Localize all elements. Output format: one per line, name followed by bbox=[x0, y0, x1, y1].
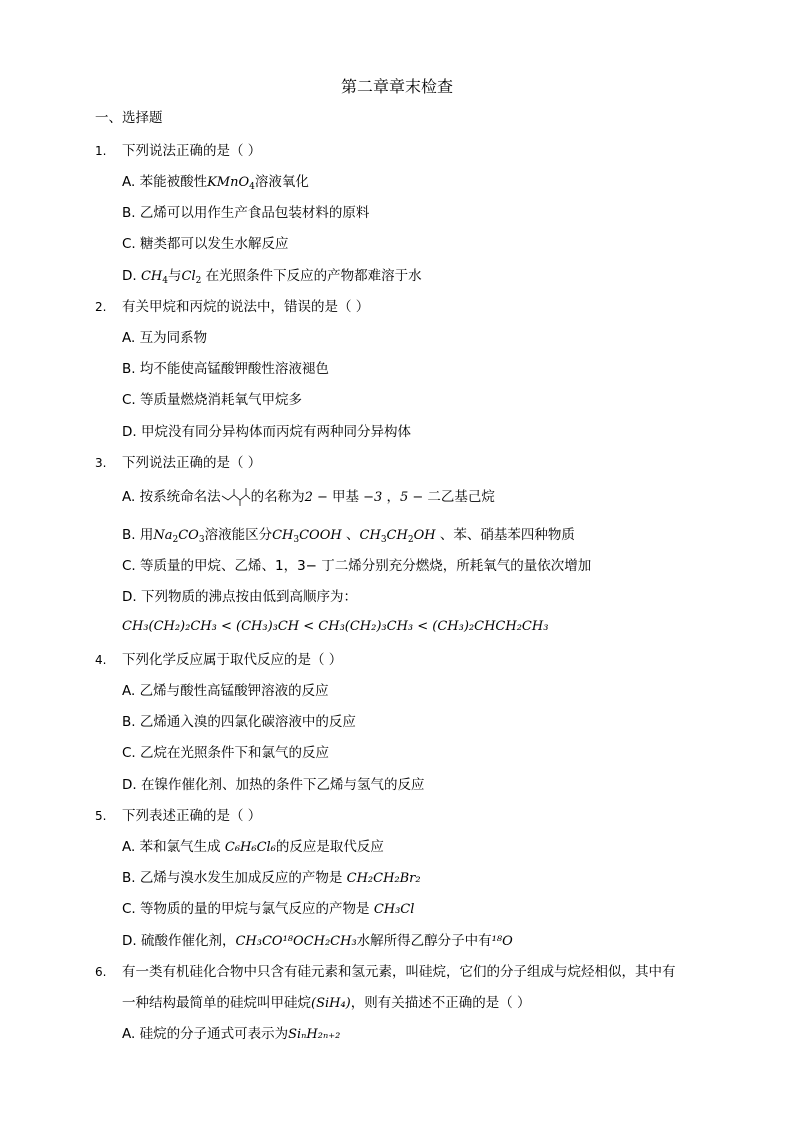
option-d: D. 硫酸作催化剂，CH₃CO¹⁸OCH₂CH₃水解所得乙醇分子中有¹⁸O bbox=[122, 933, 513, 949]
skeletal-structure-image bbox=[221, 486, 251, 508]
option-text: 溶液氧化 bbox=[254, 174, 309, 190]
formula: KMnO$_4$ bbox=[207, 175, 255, 192]
page-title: 第二章章末检查 bbox=[340, 77, 453, 96]
option-a: A. 硅烷的分子通式可表示为SiₙH₂ₙ₊₂ bbox=[122, 1026, 341, 1042]
formula: CH₃Cl bbox=[373, 902, 415, 917]
question-stem-line-1: 有一类有机硅化合物中只含有硅元素和氢元素，叫硅烷，它们的分子组成与烷烃相似，其中有 bbox=[122, 964, 676, 980]
formula: CH₃CO¹⁸OCH₂CH₃ bbox=[235, 934, 357, 949]
formula: ¹⁸O bbox=[491, 934, 513, 949]
option-b: B. 均不能使高锰酸钾酸性溶液褪色 bbox=[122, 361, 329, 377]
question-number: 4. bbox=[95, 653, 107, 667]
formula: $CH_3COOH$ bbox=[272, 528, 342, 545]
formula: (SiH₄) bbox=[311, 996, 351, 1011]
option-c: C. 等质量的甲烷、乙烯、1，3− 丁二烯分别充分燃烧，所耗氧气的量依次增加 bbox=[122, 558, 592, 574]
question-number: 3. bbox=[95, 456, 107, 470]
question-stem: 下列说法正确的是（ ） bbox=[122, 455, 262, 471]
question-stem: 下列说法正确的是（ ） bbox=[122, 143, 262, 159]
question-number: 2. bbox=[95, 300, 107, 314]
formula: CH₂CH₂Br₂ bbox=[346, 871, 421, 886]
question-stem: 下列化学反应属于取代反应的是（ ） bbox=[122, 652, 343, 668]
option-a: A. 乙烯与酸性高锰酸钾溶液的反应 bbox=[122, 683, 329, 699]
question-stem-line-2: 一种结构最简单的硅烷叫甲硅烷(SiH₄)，则有关描述不正确的是（ ） bbox=[122, 995, 531, 1011]
option-a bbox=[122, 172, 309, 197]
section-heading: 一、选择题 bbox=[95, 110, 163, 126]
question-stem: 下列表述正确的是（ ） bbox=[122, 808, 262, 824]
option-b: B. 乙烯通入溴的四氯化碳溶液中的反应 bbox=[122, 714, 356, 730]
question-stem: 有关甲烷和丙烷的说法中，错误的是（ ） bbox=[122, 299, 370, 315]
option-a: A. 苯和氯气生成 C₆H₆Cl₆的反应是取代反应 bbox=[122, 839, 384, 855]
formula: C₆H₆Cl₆ bbox=[224, 840, 276, 855]
boiling-point-order-formula: CH₃(CH₂)₂CH₃ < (CH₃)₃CH < CH₃(CH₂)₃CH₃ < (CH₃)₂CHCH₂CH₃ bbox=[122, 619, 549, 634]
option-d: D. 下列物质的沸点按由低到高顺序为： bbox=[122, 589, 357, 605]
option-b: B. 乙烯与溴水发生加成反应的产物是 CH₂CH₂Br₂ bbox=[122, 870, 421, 886]
option-b: B. 乙烯可以用作生产食品包装材料的原料 bbox=[122, 205, 370, 221]
option-c: C. 乙烷在光照条件下和氯气的反应 bbox=[122, 745, 330, 761]
question-number: 5. bbox=[95, 809, 107, 823]
option-c: C. 糖类都可以发生水解反应 bbox=[122, 236, 289, 252]
option-d: D. 甲烷没有同分异构体而丙烷有两种同分异构体 bbox=[122, 424, 411, 440]
question-number: 1. bbox=[95, 144, 107, 158]
option-text: A. 苯能被酸性 bbox=[122, 174, 208, 190]
option-d: D. $CH_4$与$Cl_2$ 在光照条件下反应的产物都难溶于水 bbox=[122, 268, 422, 286]
question-number: 6. bbox=[95, 965, 107, 979]
option-c: C. 等质量燃烧消耗氧气甲烷多 bbox=[122, 392, 303, 408]
option-b: B. 用$Na_2CO_3$溶液能区分$CH_3COOH$ 、$CH_3CH_2OH$ 、苯、硝基苯四种物质 bbox=[122, 527, 575, 545]
option-a: A. 按系统命名法 的名称为2 − 甲基 −3 ，5 − 二乙基己烷 bbox=[122, 486, 495, 508]
formula: $Na_2CO_3$ bbox=[153, 528, 205, 545]
formula: $Cl_2$ bbox=[181, 269, 202, 286]
option-d: D. 在镍作催化剂、加热的条件下乙烯与氢气的反应 bbox=[122, 777, 425, 793]
formula: SiₙH₂ₙ₊₂ bbox=[288, 1027, 341, 1042]
option-a: A. 互为同系物 bbox=[122, 330, 208, 346]
option-c: C. 等物质的量的甲烷与氯气反应的产物是 CH₃Cl bbox=[122, 901, 415, 917]
formula: $CH_3CH_2OH$ bbox=[359, 528, 436, 545]
formula: $CH_4$ bbox=[140, 269, 169, 286]
